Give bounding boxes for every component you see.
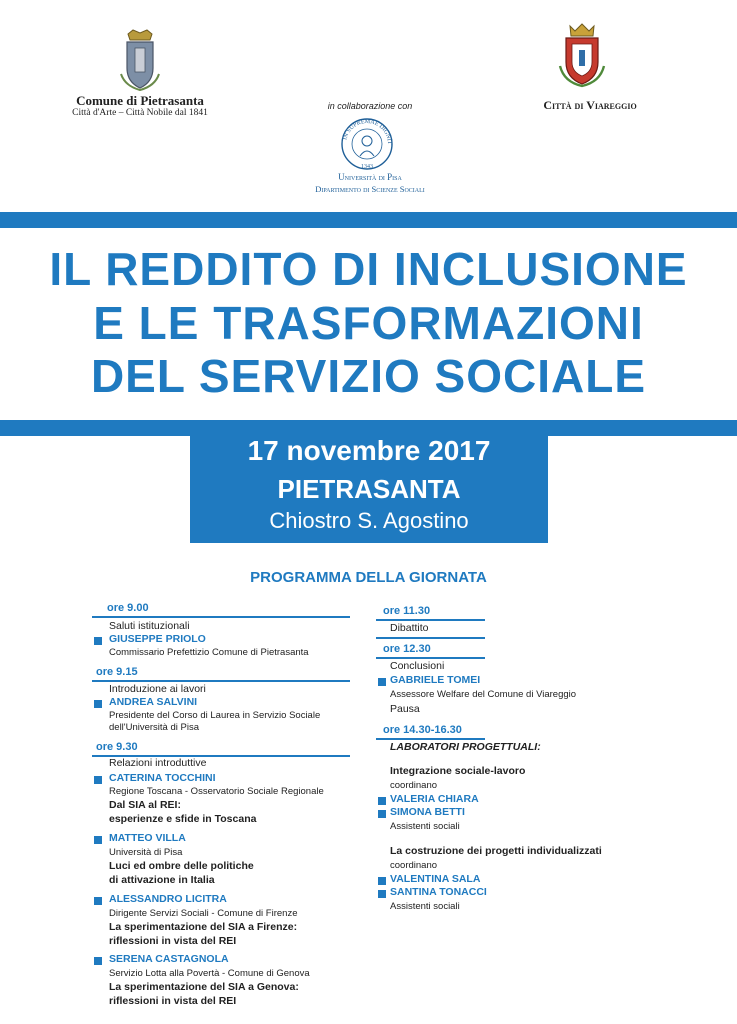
event-info-box [190, 432, 548, 543]
divider [376, 619, 485, 621]
speaker-castagnola-role: Servizio Lotta alla Povertà - Comune di Genova [109, 968, 310, 979]
time-9-15: ore 9.15 [96, 666, 138, 678]
speaker-salvini-role-1: Presidente del Corso di Laurea in Servizio Sociale [109, 710, 321, 721]
speaker-villa: MATTEO VILLA [109, 832, 186, 844]
event-date: 17 novembre 2017 [247, 435, 491, 466]
session-saluti: Saluti istituzionali [109, 620, 190, 632]
university-department: Dipartimento di Scienze Sociali [315, 184, 425, 194]
bullet-square [378, 797, 386, 805]
talk-tocchini-1: Dal SIA al REI: [109, 799, 181, 811]
title-line-3: DEL SERVIZIO SOCIALE [90, 350, 647, 402]
svg-text:IN SUPREMAE DIGNITATIS [336, 116, 392, 145]
university-name: Università di Pisa [338, 172, 402, 182]
bullet-square [94, 897, 102, 905]
event-venue: Chiostro S. Agostino [269, 508, 469, 533]
lab-2-roles: Assistenti sociali [390, 901, 460, 912]
right-org-name: Città di Viareggio [543, 98, 637, 112]
bullet-square [94, 700, 102, 708]
speaker-salvini: ANDREA SALVINI [109, 696, 198, 708]
speaker-priolo: GIUSEPPE PRIOLO [109, 633, 206, 645]
title-line-1: IL REDDITO DI INCLUSIONE [49, 243, 688, 295]
speaker-villa-role: Università di Pisa [109, 847, 183, 858]
seal-year: 1343 [361, 164, 373, 170]
talk-licitra-1: La sperimentazione del SIA a Firenze: [109, 921, 298, 933]
speaker-salvini-role-2: dell'Università di Pisa [109, 722, 199, 733]
divider [92, 680, 350, 682]
bullet-square [94, 836, 102, 844]
time-9-00: ore 9.00 [107, 602, 149, 614]
divider [376, 657, 485, 659]
time-14-30: ore 14.30-16.30 [383, 724, 462, 736]
laboratori-heading: LABORATORI PROGETTUALI: [390, 741, 541, 753]
viareggio-crest-icon [556, 22, 608, 88]
bullet-square [378, 877, 386, 885]
talk-villa-2: di attivazione in Italia [109, 874, 215, 886]
speaker-licitra: ALESSANDRO LICITRA [109, 893, 227, 905]
session-conclusioni: Conclusioni [390, 660, 445, 672]
speaker-sala: VALENTINA SALA [390, 873, 481, 885]
talk-licitra-2: riflessioni in vista del REI [109, 935, 237, 947]
title-line-2: E LE TRASFORMAZIONI [93, 297, 644, 349]
speaker-chiara: VALERIA CHIARA [390, 793, 479, 805]
seal-motto: IN SUPREMAE DIGNIT [342, 118, 393, 145]
bullet-square [378, 678, 386, 686]
lab-integrazione: Integrazione sociale-lavoro [390, 765, 526, 777]
bullet-square [94, 957, 102, 965]
speaker-castagnola: SERENA CASTAGNOLA [109, 953, 229, 965]
session-relazioni: Relazioni introduttive [109, 757, 207, 769]
lab-2-coordinators-label: coordinano [390, 860, 438, 871]
bullet-square [378, 890, 386, 898]
bullet-square [378, 810, 386, 818]
programme-heading: PROGRAMMA DELLA GIORNATA [250, 569, 487, 586]
divider [376, 637, 485, 639]
speaker-licitra-role: Dirigente Servizi Sociali - Comune di Firenze [109, 908, 298, 919]
time-11-30: ore 11.30 [383, 605, 431, 617]
speaker-priolo-role: Commissario Prefettizio Comune di Pietrasanta [109, 647, 309, 658]
divider [92, 616, 350, 618]
talk-tocchini-2: esperienze e sfide in Toscana [109, 813, 257, 825]
lab-1-coordinators-label: coordinano [390, 780, 438, 791]
bullet-square [94, 637, 102, 645]
talk-villa-1: Luci ed ombre delle politiche [109, 860, 254, 872]
talk-castagnola-2: riflessioni in vista del REI [109, 995, 237, 1007]
left-org-subtitle: Città d'Arte – Città Nobile dal 1841 [72, 108, 208, 118]
pietrasanta-crest-icon [115, 28, 165, 92]
event-city: PIETRASANTA [277, 474, 461, 504]
lab-1-roles: Assistenti sociali [390, 821, 460, 832]
speaker-tocchini: CATERINA TOCCHINI [109, 772, 216, 784]
speaker-tomei: GABRIELE TOMEI [390, 674, 481, 686]
lab-progetti: La costruzione dei progetti individualizzati [390, 845, 602, 857]
collaboration-note: in collaborazione con [327, 101, 413, 111]
university-seal-icon [336, 116, 398, 172]
top-band [0, 212, 737, 228]
left-org-name: Comune di Pietrasanta [76, 93, 204, 108]
talk-castagnola-1: La sperimentazione del SIA a Genova: [109, 981, 299, 993]
time-12-30: ore 12.30 [383, 643, 431, 655]
time-9-30: ore 9.30 [96, 741, 138, 753]
speaker-betti: SIMONA BETTI [390, 806, 465, 818]
bullet-square [94, 776, 102, 784]
divider [376, 738, 485, 740]
speaker-tonacci: SANTINA TONACCI [390, 886, 487, 898]
session-dibattito: Dibattito [390, 622, 429, 634]
session-intro: Introduzione ai lavori [109, 683, 206, 695]
speaker-tomei-role: Assessore Welfare del Comune di Viareggio [390, 689, 577, 700]
speaker-tocchini-role: Regione Toscana - Osservatorio Sociale Regionale [109, 786, 324, 797]
session-pausa: Pausa [390, 703, 420, 715]
